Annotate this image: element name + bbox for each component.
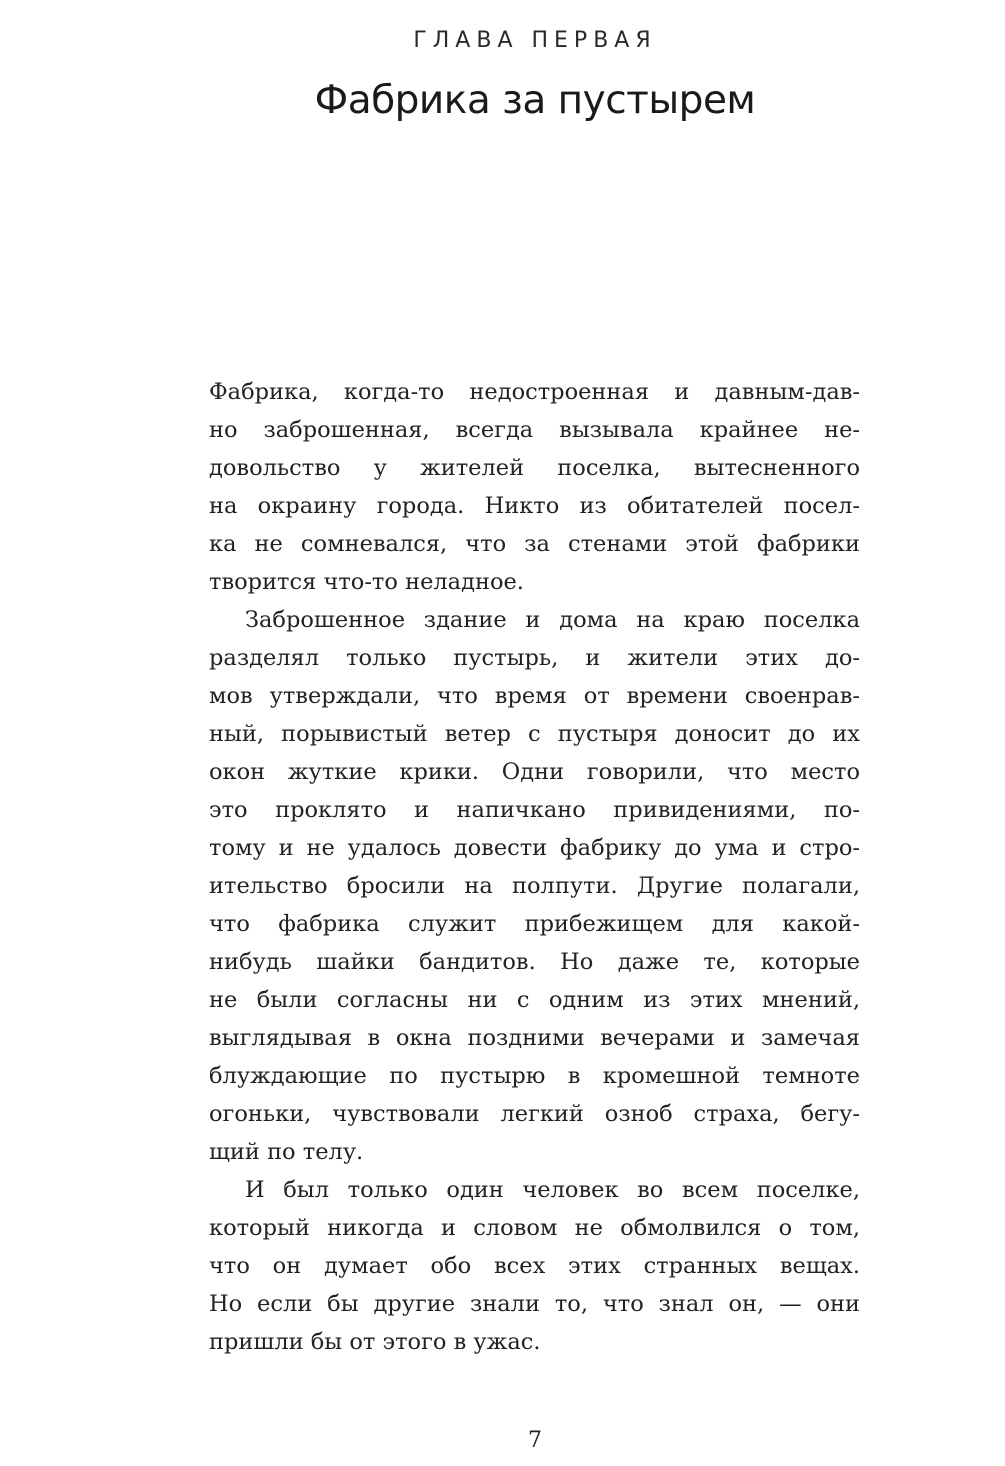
text-line: ительство бросили на полпути. Другие полагали, xyxy=(209,873,860,899)
text-line: Фабрика, когда-то недостроенная и давным-дав- xyxy=(209,379,860,405)
paragraph-2 xyxy=(209,601,860,1171)
text-line: пришли бы от этого в ужас. xyxy=(209,1329,541,1355)
text-line: разделял только пустырь, и жители этих до- xyxy=(209,645,860,671)
paragraph-1 xyxy=(209,373,860,601)
paragraph-3 xyxy=(209,1171,860,1361)
text-line: который никогда и словом не обмолвился о том, xyxy=(209,1215,860,1241)
text-line: это проклято и напичкано привидениями, по- xyxy=(209,797,860,823)
text-line: творится что-то неладное. xyxy=(209,569,524,595)
chapter-label: ГЛАВА ПЕРВАЯ xyxy=(413,28,657,53)
body-text xyxy=(209,373,860,1361)
text-line: что фабрика служит прибежищем для какой- xyxy=(209,911,860,937)
text-line: щий по телу. xyxy=(209,1139,364,1165)
text-line: на окраину города. Никто из обитателей посел- xyxy=(209,493,860,519)
chapter-title: Фабрика за пустырем xyxy=(314,78,756,123)
text-line: что он думает обо всех этих странных вещах. xyxy=(209,1253,860,1279)
text-line: ка не сомневался, что за стенами этой фабрики xyxy=(209,531,860,557)
text-line: тому и не удалось довести фабрику до ума и стро- xyxy=(209,835,860,861)
text-line: И был только один человек во всем поселке, xyxy=(245,1177,860,1203)
text-line: нибудь шайки бандитов. Но даже те, которые xyxy=(209,949,860,975)
text-line: Заброшенное здание и дома на краю поселка xyxy=(245,607,860,633)
text-line: огоньки, чувствовали легкий озноб страха, бегу- xyxy=(209,1101,860,1127)
text-line: мов утверждали, что время от времени своенрав- xyxy=(209,683,860,709)
text-line: ный, порывистый ветер с пустыря доносит до их xyxy=(209,721,860,747)
text-line: выглядывая в окна поздними вечерами и замечая xyxy=(209,1025,860,1051)
text-line: но заброшенная, всегда вызывала крайнее не- xyxy=(209,417,860,443)
text-line: не были согласны ни с одним из этих мнений, xyxy=(209,987,860,1013)
text-line: блуждающие по пустырю в кромешной темноте xyxy=(209,1063,860,1089)
text-line: Но если бы другие знали то, что знал он, — они xyxy=(209,1291,860,1317)
text-line: окон жуткие крики. Одни говорили, что место xyxy=(209,759,860,785)
text-line: довольство у жителей поселка, вытесненного xyxy=(209,455,860,481)
page-number: 7 xyxy=(528,1428,542,1453)
